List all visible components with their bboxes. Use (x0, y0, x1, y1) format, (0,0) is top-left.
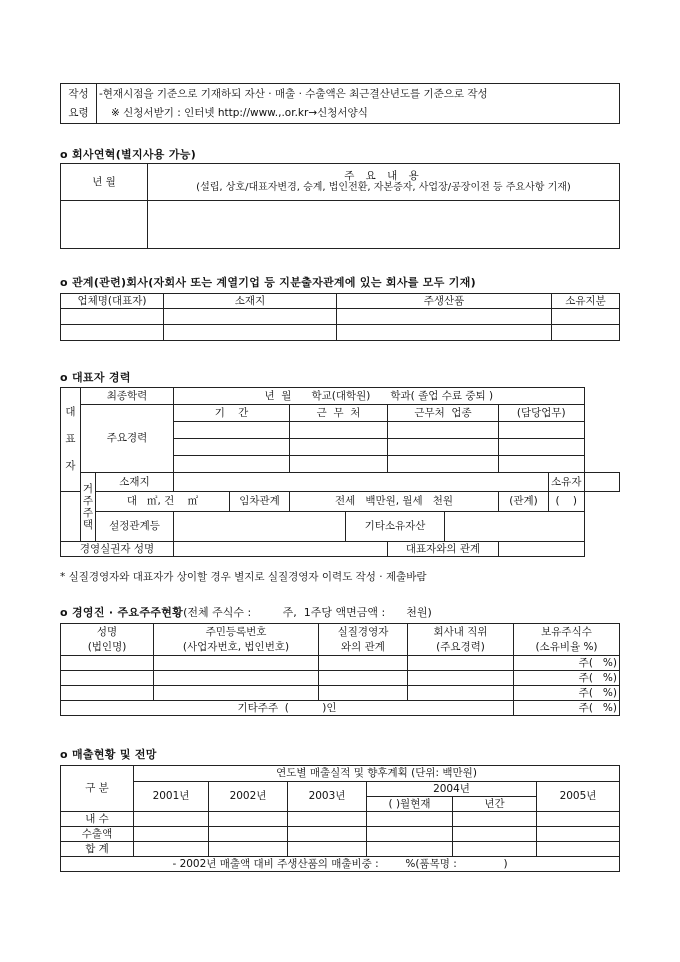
sh-cell[interactable] (154, 686, 319, 701)
sales-heading: o 매출현황 및 전망 (60, 748, 157, 761)
other-assets-label: 기타소유자산 (346, 512, 445, 542)
sh-share-cell[interactable]: 주( %) (514, 701, 620, 716)
sh-share-cell[interactable]: 주( %) (514, 671, 620, 686)
sales-year-2002: 2002년 (209, 782, 288, 812)
career-cell[interactable] (174, 422, 290, 439)
sh-others[interactable]: 기타주주 ( )인 (61, 701, 514, 716)
career-cell[interactable] (388, 456, 499, 473)
residence-owner-value[interactable] (584, 473, 620, 492)
manager-relation-label: 대표자와의 관계 (388, 542, 499, 557)
manager-name-value[interactable] (174, 542, 388, 557)
related-cell[interactable] (552, 309, 620, 325)
related-heading: o 관계(관련)회사(자회사 또는 계열기업 등 지분출자관계에 있는 회사를 모두 기재) (60, 276, 476, 289)
ceo-side-1: 대 (65, 405, 76, 418)
sales-cell[interactable] (537, 812, 620, 827)
related-header-share: 소유지분 (552, 294, 620, 309)
residence-mortgage-label: 설정관계등 (96, 512, 174, 542)
ceo-education-value[interactable]: 년 월 학교(대학원) 학과( 졸업 수료 중퇴 ) (174, 388, 584, 405)
sh-header-shares-sub: (소유비율 %) (514, 640, 620, 656)
career-cell[interactable] (388, 439, 499, 456)
sh-cell[interactable] (319, 671, 408, 686)
residence-owner-label: 소유자 (549, 473, 584, 492)
sales-year-2001: 2001년 (134, 782, 209, 812)
career-cell[interactable] (174, 456, 290, 473)
sh-header-name: 성명 (61, 624, 154, 640)
career-cell[interactable] (499, 456, 584, 473)
shareholders-table (60, 623, 620, 716)
sales-cell[interactable] (367, 842, 453, 857)
residence-side-label-low (61, 512, 81, 542)
career-cell[interactable] (388, 422, 499, 439)
sales-cell[interactable] (134, 812, 209, 827)
sales-row-domestic: 내 수 (61, 812, 134, 827)
related-cell[interactable] (61, 325, 164, 341)
history-content-title: 주 요 내 용 (344, 170, 423, 183)
sh-header-position-sub: (주요경력) (408, 640, 514, 656)
related-cell[interactable] (164, 309, 337, 325)
career-cell[interactable] (499, 439, 584, 456)
ceo-side-3: 자 (65, 460, 76, 473)
career-header-workplace: 근 무 처 (290, 405, 388, 422)
sh-cell[interactable] (408, 686, 514, 701)
residence-side-3: 주 (82, 507, 94, 519)
sh-cell[interactable] (61, 671, 154, 686)
sales-row-total: 합 계 (61, 842, 134, 857)
residence-side-1: 거 (82, 482, 94, 495)
sales-top-header: 연도별 매출실적 및 향후계획 (단위: 백만원) (134, 766, 620, 782)
ceo-education-label: 최종학력 (81, 388, 174, 405)
career-cell[interactable] (499, 422, 584, 439)
sh-cell[interactable] (61, 656, 154, 671)
residence-mortgage-value[interactable] (174, 512, 346, 542)
sales-year-2005: 2005년 (537, 782, 620, 812)
career-header-industry: 근무처 업종 (388, 405, 499, 422)
career-cell[interactable] (290, 456, 388, 473)
manager-relation-value[interactable] (499, 542, 584, 557)
sales-cell[interactable] (288, 827, 367, 842)
residence-side-label (81, 473, 96, 542)
ceo-heading: o 대표자 경력 (60, 371, 131, 384)
sales-cell[interactable] (367, 812, 453, 827)
sh-header-shares: 보유주식수 (514, 624, 620, 640)
sales-cell[interactable] (453, 842, 537, 857)
guide-label-2: 요령 (61, 104, 97, 124)
shareholders-heading-bold: o 경영진 · 주요주주현황 (60, 606, 184, 619)
other-assets-value[interactable] (445, 512, 584, 542)
sh-share-cell[interactable]: 주( %) (514, 656, 620, 671)
residence-area[interactable]: 대 ㎡, 건 ㎡ (96, 492, 230, 512)
history-table (60, 163, 620, 249)
related-header-location: 소재지 (164, 294, 337, 309)
history-date-header: 년 월 (61, 164, 148, 201)
ceo-side-2: 표 (65, 432, 76, 445)
related-header-company: 업체명(대표자) (61, 294, 164, 309)
sales-cell[interactable] (288, 842, 367, 857)
sales-cell[interactable] (288, 812, 367, 827)
sh-cell[interactable] (319, 656, 408, 671)
guide-label-1: 작성 (61, 84, 97, 104)
career-header-duty: (담당업무) (499, 405, 584, 422)
sh-header-relation-sub: 와의 관계 (319, 640, 408, 656)
sh-header-id-sub: (사업자번호, 법인번호) (154, 640, 319, 656)
sh-header-name-sub: (법인명) (61, 640, 154, 656)
ceo-side-label (61, 388, 81, 492)
sales-cell[interactable] (134, 842, 209, 857)
history-content-header (148, 164, 620, 201)
sales-year-2003: 2003년 (288, 782, 367, 812)
manager-name-label: 경영실권자 성명 (61, 542, 174, 557)
related-header-product: 주생산품 (337, 294, 552, 309)
sales-cell[interactable] (537, 827, 620, 842)
sales-cell[interactable] (209, 842, 288, 857)
sales-row-export: 수출액 (61, 827, 134, 842)
sh-header-relation: 실질경영자 (319, 624, 408, 640)
sales-cell[interactable] (537, 842, 620, 857)
career-header-period: 기 간 (174, 405, 290, 422)
related-cell[interactable] (552, 325, 620, 341)
residence-side-4: 택 (82, 519, 94, 532)
related-table (60, 293, 620, 341)
residence-lease-label: 임차관계 (230, 492, 290, 512)
sales-division-label: 구 분 (61, 766, 134, 812)
sales-cell[interactable] (453, 812, 537, 827)
history-date-cell[interactable] (61, 201, 148, 249)
sh-cell[interactable] (154, 656, 319, 671)
sh-cell[interactable] (61, 686, 154, 701)
sh-cell[interactable] (408, 671, 514, 686)
sales-cell[interactable] (453, 827, 537, 842)
related-cell[interactable] (61, 309, 164, 325)
career-cell[interactable] (290, 439, 388, 456)
sales-cell[interactable] (134, 827, 209, 842)
sales-annual: 년간 (453, 797, 537, 812)
history-content-sub: (설립, 상호/대표자변경, 승계, 법인전환, 자본증자, 사업장/공장이전 등 주요사항 기재) (196, 182, 571, 194)
sh-header-position: 회사내 직위 (408, 624, 514, 640)
residence-relation-label: (관계) (499, 492, 549, 512)
ceo-table (60, 387, 620, 557)
career-cell[interactable] (174, 439, 290, 456)
sales-cell[interactable] (209, 812, 288, 827)
residence-side-label-mid (61, 492, 81, 512)
guide-table (60, 83, 620, 124)
guide-line-1: -현재시점을 기준으로 기재하되 자산 · 매출 · 수출액은 최근결산년도를 기준으로 작성 (97, 84, 620, 104)
related-cell[interactable] (164, 325, 337, 341)
sales-footer[interactable]: - 2002년 매출액 대비 주생산품의 매출비중 : %(품목명 : ) (61, 857, 620, 872)
residence-side-2: 주 (82, 494, 94, 507)
history-heading: o 회사연혁(별지사용 가능) (60, 148, 197, 161)
related-cell[interactable] (337, 309, 552, 325)
sh-share-cell[interactable]: 주( %) (514, 686, 620, 701)
sh-cell[interactable] (408, 656, 514, 671)
shareholders-heading-rest: (전체 주식수 : 주, 1주당 액면금액 : 천원) (183, 606, 432, 619)
sh-cell[interactable] (319, 686, 408, 701)
residence-location-value[interactable] (174, 473, 549, 492)
sales-year-2004: 2004년 (367, 782, 537, 797)
sales-table (60, 765, 620, 872)
sh-cell[interactable] (154, 671, 319, 686)
guide-line-2: ※ 신청서받기 : 인터넷 http://www.,.or.kr→신청서양식 (97, 104, 620, 124)
residence-relation-value[interactable]: ( ) (549, 492, 584, 512)
shareholders-heading (60, 604, 432, 620)
ceo-career-label: 주요경력 (81, 405, 174, 473)
sh-header-id: 주민등록번호 (154, 624, 319, 640)
career-cell[interactable] (290, 422, 388, 439)
sales-cell[interactable] (209, 827, 288, 842)
related-cell[interactable] (337, 325, 552, 341)
ceo-note: * 실질경영자와 대표자가 상이할 경우 별지로 실질경영자 이력도 작성 · 제출바람 (60, 571, 427, 583)
sales-cell[interactable] (367, 827, 453, 842)
residence-lease-value[interactable]: 전세 백만원, 월세 천원 (290, 492, 499, 512)
residence-location-label: 소재지 (96, 473, 174, 492)
sales-month-current[interactable]: ( )월현재 (367, 797, 453, 812)
history-content-cell[interactable] (148, 201, 620, 249)
